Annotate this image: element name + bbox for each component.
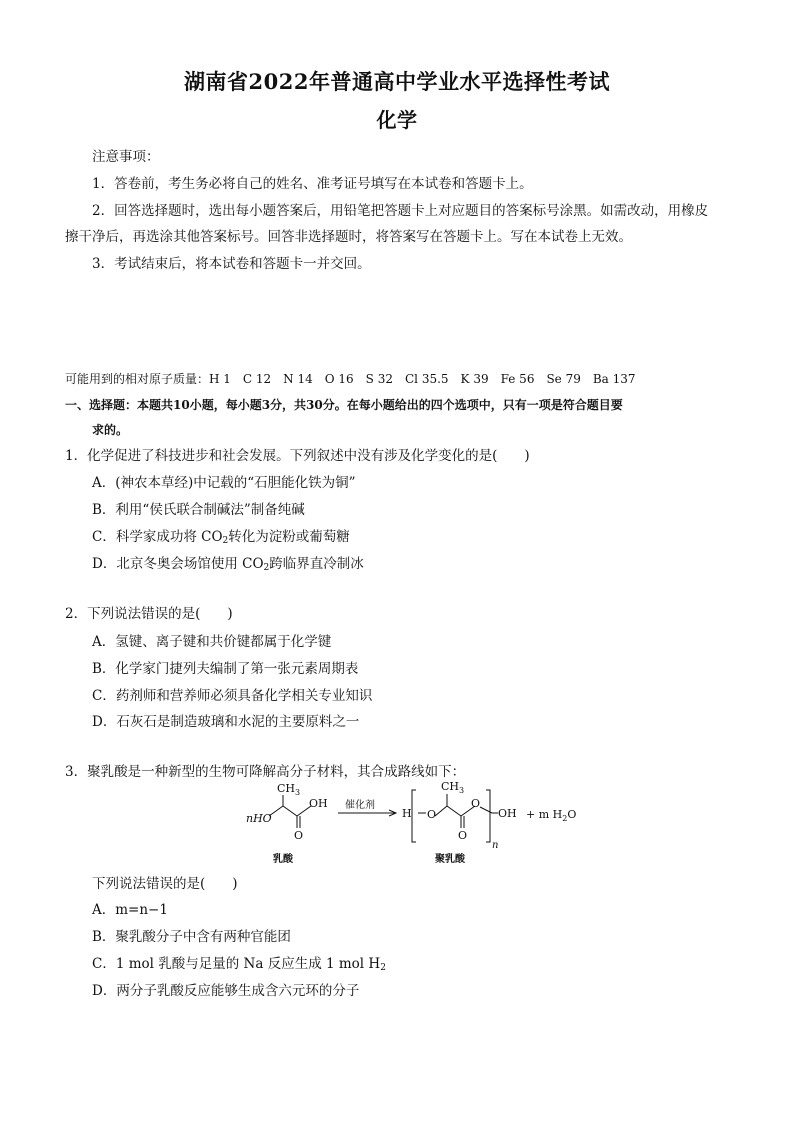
exam-title: 湖南省2022年普通高中学业水平选择性考试	[184, 69, 610, 94]
n-subscript: n	[492, 840, 499, 851]
q3-option-c: C．1 mol 乳酸与足量的 Na 反应生成 1 mol $H_2$	[92, 956, 386, 973]
q2-option-b: B．化学家门捷列夫编制了第一张元素周期表	[92, 661, 359, 677]
lactic-acid-label: 乳酸	[273, 854, 293, 865]
notice-item-1: 1．答卷前，考生务必将自己的姓名、准考证号填写在本试卷和答题卡上。	[92, 176, 533, 192]
q1-option-c: C．科学家成功将 $CO_2$转化为淀粉或葡萄糖	[92, 529, 350, 546]
water-label: + m $H_2O$	[526, 808, 577, 823]
q1-option-b: B．利用“侯氏联合制碱法”制备纯碱	[92, 502, 305, 518]
notice-item-2-line-2: 擦干净后，再选涂其他答案标号。回答非选择题时，将答案写在答题卡上。写在本试卷上无效。	[65, 229, 632, 245]
q3-option-b: B．聚乳酸分子中含有两种官能团	[92, 929, 291, 945]
q1-stem: 1．化学促进了科技进步和社会发展。下列叙述中没有涉及化学变化的是( )	[65, 448, 530, 464]
notice-item-3: 3．考试结束后，将本试卷和答题卡一并交回。	[92, 256, 371, 272]
q3-sub-stem: 下列说法错误的是( )	[92, 876, 238, 892]
q2-option-a: A．氢键、离子键和共价键都属于化学键	[92, 634, 332, 650]
section-1-heading-line-1: 一、选择题：本题共10小题，每小题3分，共30分。在每小题给出的四个选项中，只有一项是符合题目要	[65, 398, 623, 412]
catalyst-label: 催化剂	[345, 800, 375, 811]
atomic-masses: 可能用到的相对原子质量：H 1 C 12 N 14 O 16 S 32 Cl 35.5 K 39 Fe 56 Se 79 Ba 137	[65, 372, 636, 386]
ch3-label-right: $CH_3$	[441, 780, 465, 795]
o-label-3: O	[458, 829, 468, 842]
q1-option-a: A．(神农本草经)中记载的“石胆能化铁为铜”	[92, 475, 356, 491]
section-1-heading-line-2: 求的。	[92, 423, 129, 437]
nho-label: nHO	[246, 812, 272, 825]
h-label: H	[402, 807, 412, 820]
q2-option-c: C．药剂师和营养师必须具备化学相关专业知识	[92, 688, 373, 704]
o-label-2: O	[471, 797, 481, 810]
synthesis-scheme	[240, 778, 580, 870]
q1-option-d: D．北京冬奥会场馆使用 $CO_2$跨临界直冷制冰	[92, 556, 364, 573]
q2-option-d: D．石灰石是制造玻璃和水泥的主要原料之一	[92, 714, 360, 730]
polylactic-acid-label: 聚乳酸	[435, 854, 465, 865]
notice-heading: 注意事项：	[92, 149, 160, 165]
subject-title: 化学	[376, 108, 418, 132]
emphasis-text: 四个选项中	[430, 398, 491, 412]
notice-item-2-line-1: 2．回答选择题时，选出每小题答案后，用铅笔把答题卡上对应题目的答案标号涂黑。如需改动，用橡皮	[92, 203, 709, 219]
o-label-left: O	[294, 829, 304, 842]
q3-option-d: D．两分子乳酸反应能够生成含六元环的分子	[92, 983, 360, 999]
o-label-1: O	[427, 808, 437, 821]
oh-label-right: OH	[498, 807, 517, 820]
q2-stem: 2．下列说法错误的是( )	[65, 606, 233, 622]
oh-label-left: OH	[309, 797, 328, 810]
ch3-label-left: $CH_3$	[277, 782, 301, 797]
q3-stem: 3．聚乳酸是一种新型的生物可降解高分子材料，其合成路线如下：	[65, 764, 466, 780]
q3-option-a: A．m=n−1	[92, 902, 168, 918]
